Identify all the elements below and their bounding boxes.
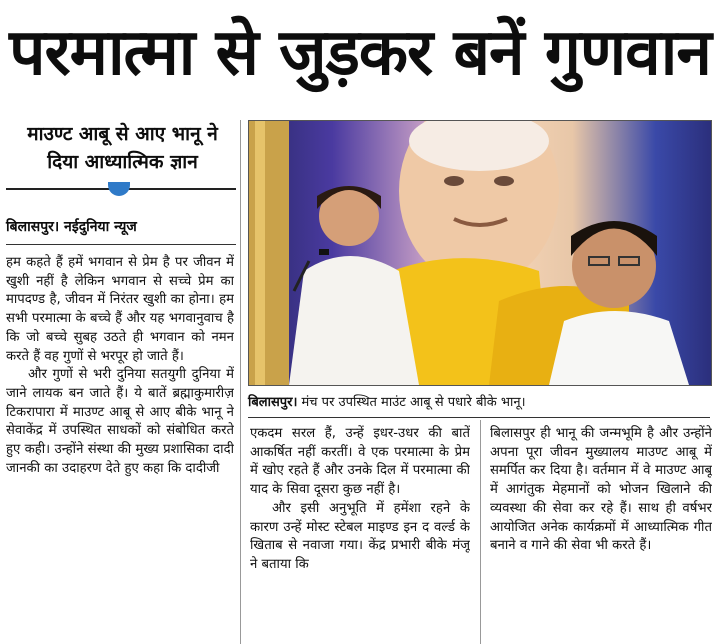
paragraph: हम कहते हैं हमें भगवान से प्रेम है पर जीवन में खुशी नहीं है लेकिन भगवान से सच्चे प्रेम का मापदण्ड है, जीवन में निरंतर खुशी का होना। हम सभी परमात्मा के बच्चे हैं और यह भगवानुवाच है कि जो बच्चे सुबह उठते ही भगवान को नमन करते हैं वह गुणों से भरपूर हो जाते हैं। — [6, 255, 234, 364]
subheadline: माउण्ट आबू से आए भानू ने दिया आध्यात्मिक ज्ञान — [27, 123, 218, 173]
dateline-rule — [6, 244, 236, 245]
stage-photo — [248, 120, 712, 386]
paragraph: एकदम सरल हैं, उन्हें इधर-उधर की बातें आकर्षित नहीं करतीं। वे एक परमात्मा के प्रेम में खोए रहते हैं और उनके दिल में परमात्मा की याद के सिवा दूसरा कुछ नहीं है। — [250, 426, 470, 498]
caption-text: मंच पर उपस्थित माउंट आबू से पधारे बीके भानू। — [297, 395, 526, 410]
article-column-3 — [490, 425, 712, 642]
headline: परमात्मा से जुड़कर बनें गुणवान — [9, 16, 711, 90]
article-column-2 — [250, 425, 470, 642]
man-body — [549, 311, 689, 385]
article-column-1 — [6, 254, 234, 642]
paragraph: बिलासपुर ही भानू की जन्मभूमि है और उन्होंने अपना पूरा जीवन मुख्यालय माउण्ट आबू में समर्पित कर दिया है। वर्तमान में वे माउण्ट आबू में आगंतुक मेहमानों को भोजन खिलाने की व्यवस्था की सेवा कर रहे हैं। साथ ही वर्षभर आयोजित अनेक कार्यक्रमों में आध्यात्मिक गीत बनाने व गाने की सेवा भी करते हैं। — [490, 426, 712, 554]
column-divider — [480, 420, 481, 644]
photo-caption — [248, 394, 710, 412]
column-divider — [240, 120, 241, 644]
caption-rule — [248, 417, 710, 418]
paragraph: और इसी अनुभूति में हमेंशा रहने के कारण उन्हें मोस्ट स्टेबल माइण्ड इन द वर्ल्ड के खिताब से नवाजा गया। केंद्र प्रभारी बीके मंजू ने बताया कि — [250, 500, 470, 572]
microphone-head — [319, 249, 329, 255]
background-portrait-eye — [444, 176, 464, 186]
decorative-dot-icon — [108, 182, 130, 196]
background-portrait-eye — [494, 176, 514, 186]
dateline: बिलासपुर। नईदुनिया न्यूज — [6, 219, 137, 235]
speaker-woman-body — [289, 256, 419, 385]
caption-place: बिलासपुर। — [248, 395, 298, 410]
paragraph: और गुणों से भरी दुनिया सतयुगी दुनिया में जाने लायक बन जाते हैं। ये बातें ब्रह्माकुमारीज़ टिकरापारा में माउण्ट आबू से आए बीके भानू ने सेवाकेंद्र में उपस्थित साधकों को संबोधित करते हुए कही। उन्होंने संस्था की मुख्य प्रशासिका दादी जानकी का उदाहरण देते हुए कहा कि दादीजी — [6, 367, 234, 476]
stage-pillar-highlight — [255, 121, 265, 385]
